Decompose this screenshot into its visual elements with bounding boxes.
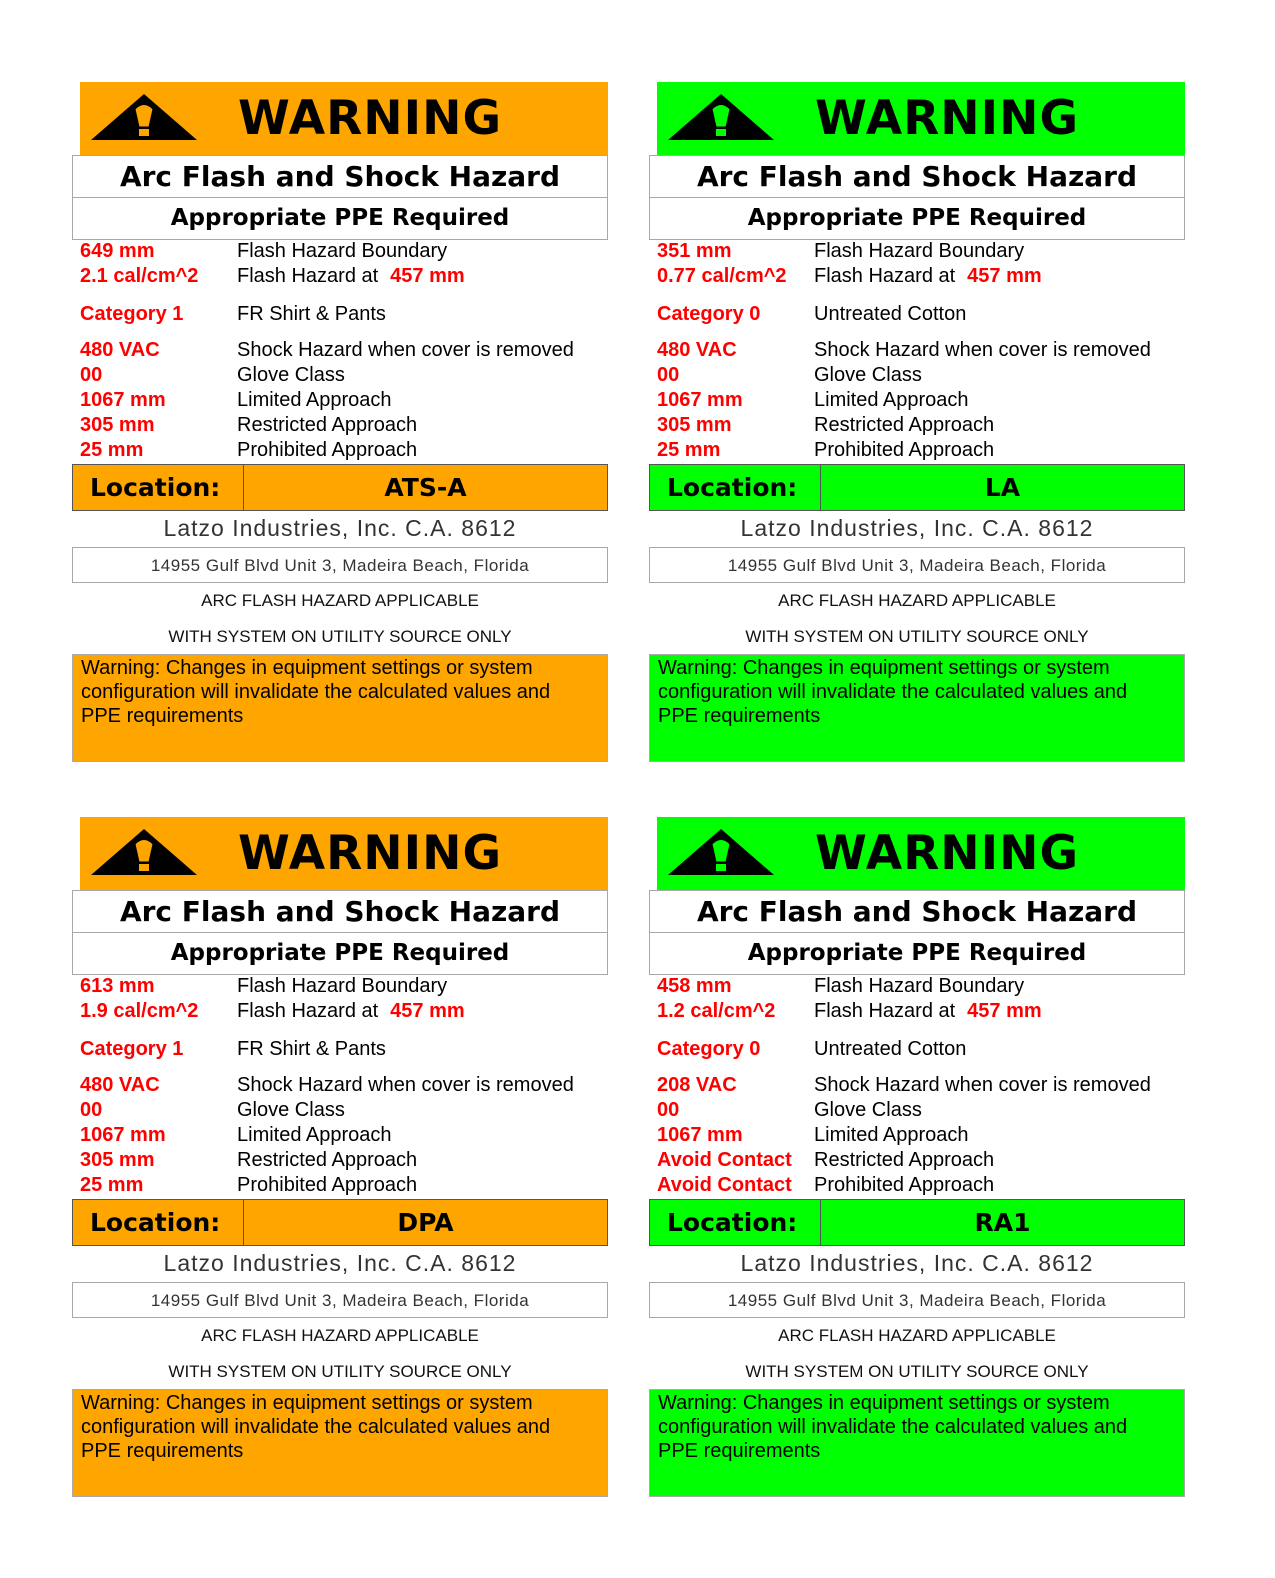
location-value: RA1 — [974, 1208, 1031, 1237]
company-address: 14955 Gulf Blvd Unit 3, Madeira Beach, Florida — [72, 1282, 608, 1318]
note-line-2: configuration will invalidate the calculated values and — [81, 681, 551, 703]
note-line-1: Warning: Changes in equipment settings or system — [81, 657, 533, 679]
warning-note — [649, 654, 1185, 762]
applicable-line-1: ARC FLASH HAZARD APPLICABLE — [201, 591, 479, 610]
prohibited-label: Prohibited Approach — [814, 1174, 995, 1196]
boundary-value: 458 mm — [657, 975, 732, 997]
location-label: Location: — [650, 465, 821, 510]
prohibited-value: Avoid Contact — [657, 1174, 792, 1196]
energy-distance: 457 mm — [967, 1000, 1042, 1022]
location-label: Location: — [73, 1200, 244, 1245]
hazard-title: Arc Flash and Shock Hazard — [649, 890, 1185, 933]
energy-label: Flash Hazard at — [814, 265, 956, 287]
limited-label: Limited Approach — [237, 389, 392, 411]
limited-label: Limited Approach — [814, 389, 969, 411]
company-address: 14955 Gulf Blvd Unit 3, Madeira Beach, Florida — [649, 1282, 1185, 1318]
voltage-label: Shock Hazard when cover is removed — [814, 339, 1151, 361]
applicable-line-1: ARC FLASH HAZARD APPLICABLE — [778, 591, 1056, 610]
note-line-2: configuration will invalidate the calculated values and — [658, 681, 1128, 703]
company-address: 14955 Gulf Blvd Unit 3, Madeira Beach, Florida — [72, 547, 608, 583]
company-name: Latzo Industries, Inc. C.A. 8612 — [163, 515, 517, 541]
boundary-value: 351 mm — [657, 240, 732, 262]
prohibited-value: 25 mm — [657, 439, 721, 461]
note-line-1: Warning: Changes in equipment settings or system — [81, 1392, 533, 1414]
voltage-value: 480 VAC — [80, 339, 160, 361]
warning-note — [72, 1389, 608, 1497]
warning-title: WARNING — [238, 91, 503, 146]
energy-label: Flash Hazard at — [237, 265, 379, 287]
energy-value: 1.2 cal/cm^2 — [657, 1000, 776, 1022]
boundary-value: 649 mm — [80, 240, 155, 262]
limited-value: 1067 mm — [80, 389, 166, 411]
restricted-value: 305 mm — [657, 414, 732, 436]
voltage-value: 480 VAC — [657, 339, 737, 361]
glove-value: 00 — [657, 1099, 680, 1121]
warning-triangle-icon — [666, 92, 776, 142]
note-line-1: Warning: Changes in equipment settings or system — [658, 1392, 1110, 1414]
prohibited-label: Prohibited Approach — [814, 439, 995, 461]
warning-triangle-icon — [89, 92, 199, 142]
location-box — [72, 1199, 608, 1246]
note-line-3: PPE requirements — [81, 1440, 244, 1462]
limited-label: Limited Approach — [237, 1124, 392, 1146]
glove-label: Glove Class — [814, 1099, 922, 1121]
energy-value: 2.1 cal/cm^2 — [80, 265, 199, 287]
note-line-3: PPE requirements — [658, 1440, 821, 1462]
location-value: ATS-A — [384, 473, 467, 502]
glove-value: 00 — [657, 364, 680, 386]
location-label: Location: — [650, 1200, 821, 1245]
warning-header — [80, 82, 608, 155]
restricted-value: Avoid Contact — [657, 1149, 792, 1171]
note-line-1: Warning: Changes in equipment settings or system — [658, 657, 1110, 679]
hazard-label — [649, 817, 1185, 1497]
location-value: LA — [984, 473, 1021, 502]
warning-note — [72, 654, 608, 762]
glove-label: Glove Class — [237, 364, 345, 386]
category-label: FR Shirt & Pants — [237, 1038, 386, 1060]
voltage-label: Shock Hazard when cover is removed — [237, 1074, 574, 1096]
limited-value: 1067 mm — [80, 1124, 166, 1146]
company-name: Latzo Industries, Inc. C.A. 8612 — [740, 515, 1094, 541]
warning-header — [657, 82, 1185, 155]
boundary-label: Flash Hazard Boundary — [237, 975, 448, 997]
hazard-label — [72, 82, 608, 762]
hazard-title: Arc Flash and Shock Hazard — [649, 155, 1185, 198]
glove-value: 00 — [80, 1099, 103, 1121]
energy-value: 0.77 cal/cm^2 — [657, 265, 787, 287]
category-value: Category 0 — [657, 1038, 761, 1060]
boundary-label: Flash Hazard Boundary — [814, 975, 1025, 997]
category-value: Category 1 — [80, 1038, 184, 1060]
note-line-3: PPE requirements — [658, 705, 821, 727]
glove-label: Glove Class — [237, 1099, 345, 1121]
note-line-2: configuration will invalidate the calculated values and — [81, 1416, 551, 1438]
energy-value: 1.9 cal/cm^2 — [80, 1000, 199, 1022]
company-name: Latzo Industries, Inc. C.A. 8612 — [163, 1250, 517, 1276]
category-value: Category 1 — [80, 303, 184, 325]
limited-label: Limited Approach — [814, 1124, 969, 1146]
restricted-label: Restricted Approach — [814, 1149, 995, 1171]
glove-label: Glove Class — [814, 364, 922, 386]
warning-title: WARNING — [238, 826, 503, 881]
hazard-label — [72, 817, 608, 1497]
ppe-subtitle: Appropriate PPE Required — [72, 932, 608, 975]
warning-note — [649, 1389, 1185, 1497]
warning-header — [80, 817, 608, 890]
location-value: DPA — [397, 1208, 454, 1237]
applicable-line-2: WITH SYSTEM ON UTILITY SOURCE ONLY — [168, 627, 512, 646]
warning-triangle-icon — [666, 827, 776, 877]
energy-distance: 457 mm — [390, 1000, 465, 1022]
voltage-value: 480 VAC — [80, 1074, 160, 1096]
energy-label: Flash Hazard at — [814, 1000, 956, 1022]
restricted-label: Restricted Approach — [237, 1149, 418, 1171]
applicable-line-2: WITH SYSTEM ON UTILITY SOURCE ONLY — [745, 1362, 1089, 1381]
boundary-value: 613 mm — [80, 975, 155, 997]
voltage-value: 208 VAC — [657, 1074, 737, 1096]
voltage-label: Shock Hazard when cover is removed — [814, 1074, 1151, 1096]
location-box — [649, 1199, 1185, 1246]
prohibited-label: Prohibited Approach — [237, 1174, 418, 1196]
restricted-value: 305 mm — [80, 1149, 155, 1171]
category-value: Category 0 — [657, 303, 761, 325]
boundary-label: Flash Hazard Boundary — [814, 240, 1025, 262]
category-label: FR Shirt & Pants — [237, 303, 386, 325]
energy-distance: 457 mm — [967, 265, 1042, 287]
warning-triangle-icon — [89, 827, 199, 877]
limited-value: 1067 mm — [657, 1124, 743, 1146]
restricted-label: Restricted Approach — [237, 414, 418, 436]
ppe-subtitle: Appropriate PPE Required — [649, 197, 1185, 240]
restricted-label: Restricted Approach — [814, 414, 995, 436]
applicable-line-1: ARC FLASH HAZARD APPLICABLE — [778, 1326, 1056, 1345]
boundary-label: Flash Hazard Boundary — [237, 240, 448, 262]
location-label: Location: — [73, 465, 244, 510]
warning-header — [657, 817, 1185, 890]
note-line-3: PPE requirements — [81, 705, 244, 727]
location-box — [649, 464, 1185, 511]
company-address: 14955 Gulf Blvd Unit 3, Madeira Beach, Florida — [649, 547, 1185, 583]
prohibited-value: 25 mm — [80, 439, 144, 461]
warning-title: WARNING — [815, 826, 1080, 881]
ppe-subtitle: Appropriate PPE Required — [649, 932, 1185, 975]
location-box — [72, 464, 608, 511]
voltage-label: Shock Hazard when cover is removed — [237, 339, 574, 361]
applicable-line-1: ARC FLASH HAZARD APPLICABLE — [201, 1326, 479, 1345]
energy-label: Flash Hazard at — [237, 1000, 379, 1022]
prohibited-label: Prohibited Approach — [237, 439, 418, 461]
ppe-subtitle: Appropriate PPE Required — [72, 197, 608, 240]
hazard-title: Arc Flash and Shock Hazard — [72, 890, 608, 933]
category-label: Untreated Cotton — [814, 303, 967, 325]
applicable-line-2: WITH SYSTEM ON UTILITY SOURCE ONLY — [745, 627, 1089, 646]
warning-title: WARNING — [815, 91, 1080, 146]
hazard-title: Arc Flash and Shock Hazard — [72, 155, 608, 198]
company-name: Latzo Industries, Inc. C.A. 8612 — [740, 1250, 1094, 1276]
restricted-value: 305 mm — [80, 414, 155, 436]
category-label: Untreated Cotton — [814, 1038, 967, 1060]
prohibited-value: 25 mm — [80, 1174, 144, 1196]
note-line-2: configuration will invalidate the calculated values and — [658, 1416, 1128, 1438]
energy-distance: 457 mm — [390, 265, 465, 287]
limited-value: 1067 mm — [657, 389, 743, 411]
hazard-label — [649, 82, 1185, 762]
glove-value: 00 — [80, 364, 103, 386]
applicable-line-2: WITH SYSTEM ON UTILITY SOURCE ONLY — [168, 1362, 512, 1381]
